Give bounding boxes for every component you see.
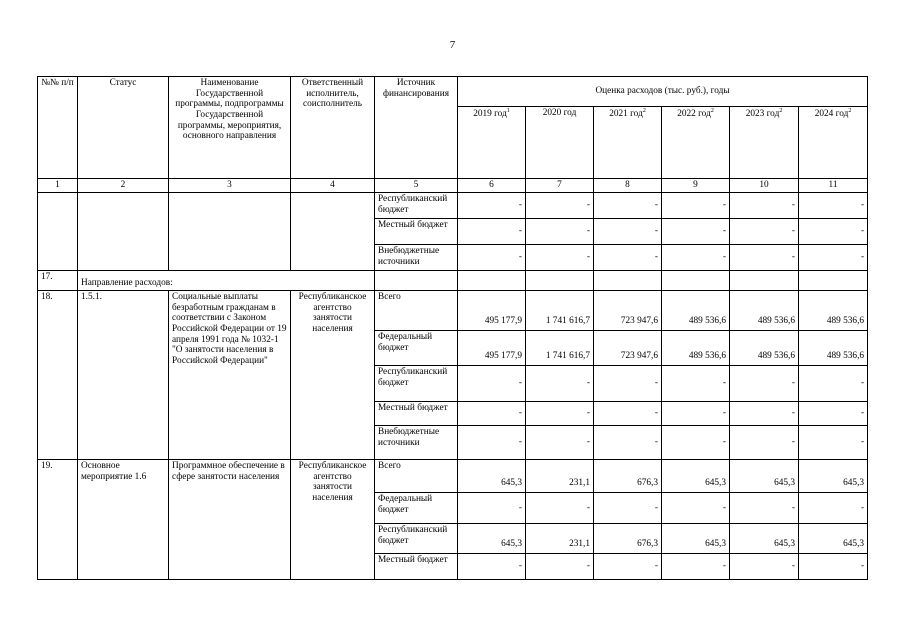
section-label: Направление расходов: bbox=[78, 271, 375, 291]
row-number: 18. bbox=[38, 291, 78, 460]
value-cell: - bbox=[458, 366, 526, 402]
value-cell: - bbox=[662, 366, 730, 402]
value-cell: - bbox=[730, 493, 799, 524]
value-cell: - bbox=[799, 366, 868, 402]
status-cell: 1.5.1. bbox=[78, 291, 169, 460]
empty-cell bbox=[662, 271, 730, 291]
source-cell: Федеральный бюджет bbox=[375, 493, 458, 524]
table-row bbox=[38, 291, 868, 331]
table-row bbox=[38, 460, 868, 493]
value-cell: 676,3 bbox=[594, 524, 662, 554]
value-cell: - bbox=[730, 426, 799, 460]
column-number: 8 bbox=[594, 179, 662, 193]
value-cell: 676,3 bbox=[594, 460, 662, 493]
status-cell: Основное мероприятие 1.6 bbox=[78, 460, 169, 580]
cont-name bbox=[169, 193, 291, 271]
value-cell: - bbox=[799, 402, 868, 426]
value-cell: - bbox=[526, 366, 594, 402]
source-cell: Республиканский бюджет bbox=[375, 524, 458, 554]
cont-resp bbox=[291, 193, 375, 271]
value-cell: 1 741 616,7 bbox=[526, 331, 594, 366]
value-cell: - bbox=[799, 245, 868, 271]
header-col-estimate: Оценка расходов (тыс. руб.), годы bbox=[458, 77, 868, 107]
value-cell: 645,3 bbox=[730, 460, 799, 493]
header-col-name: Наименование Государственной программы, подпрограммы Государственной программы, мероприятия, основного направления bbox=[169, 77, 291, 179]
value-cell: - bbox=[526, 554, 594, 580]
value-cell: - bbox=[594, 245, 662, 271]
column-number: 4 bbox=[291, 179, 375, 193]
empty-cell bbox=[526, 271, 594, 291]
source-cell: Всего bbox=[375, 291, 458, 331]
row-number: 19. bbox=[38, 460, 78, 580]
source-cell: Местный бюджет bbox=[375, 554, 458, 580]
value-cell: 645,3 bbox=[799, 460, 868, 493]
value-cell: - bbox=[799, 219, 868, 245]
value-cell: - bbox=[730, 193, 799, 219]
value-cell: 231,1 bbox=[526, 524, 594, 554]
header-year-2: 2020 год bbox=[526, 107, 594, 179]
empty-cell bbox=[375, 271, 458, 291]
value-cell: 489 536,6 bbox=[799, 291, 868, 331]
value-cell: 489 536,6 bbox=[730, 291, 799, 331]
table-row bbox=[38, 271, 868, 291]
value-cell: - bbox=[458, 402, 526, 426]
value-cell: - bbox=[662, 426, 730, 460]
value-cell: - bbox=[799, 193, 868, 219]
source-cell: Республиканский бюджет bbox=[375, 193, 458, 219]
value-cell: 489 536,6 bbox=[730, 331, 799, 366]
value-cell: 1 741 616,7 bbox=[526, 291, 594, 331]
value-cell: - bbox=[662, 245, 730, 271]
value-cell: - bbox=[730, 245, 799, 271]
empty-cell bbox=[730, 271, 799, 291]
value-cell: - bbox=[458, 554, 526, 580]
value-cell: - bbox=[662, 219, 730, 245]
empty-cell bbox=[799, 271, 868, 291]
value-cell: - bbox=[594, 193, 662, 219]
name-cell: Социальные выплаты безработным гражданам в соответствии с Законом Российской Федерации от 19 апреля 1991 года № 1032-1 "О занятости населения в Российской Федерации" bbox=[169, 291, 291, 460]
header-col-status: Статус bbox=[78, 77, 169, 179]
value-cell: 645,3 bbox=[730, 524, 799, 554]
value-cell: 489 536,6 bbox=[662, 331, 730, 366]
value-cell: - bbox=[594, 366, 662, 402]
value-cell: 645,3 bbox=[662, 524, 730, 554]
value-cell: - bbox=[458, 219, 526, 245]
header-year-3: 2021 год$^2$ bbox=[594, 107, 662, 179]
value-cell: 645,3 bbox=[458, 524, 526, 554]
year-footnote-mark: 2 bbox=[710, 108, 714, 114]
value-cell: - bbox=[594, 493, 662, 524]
name-cell: Программное обеспечение в сфере занятости населения bbox=[169, 460, 291, 580]
value-cell: - bbox=[730, 402, 799, 426]
column-number: 6 bbox=[458, 179, 526, 193]
column-number: 9 bbox=[662, 179, 730, 193]
source-cell: Федеральный бюджет bbox=[375, 331, 458, 366]
value-cell: - bbox=[458, 245, 526, 271]
year-footnote-mark: 1 bbox=[506, 108, 510, 114]
value-cell: - bbox=[594, 554, 662, 580]
source-cell: Местный бюджет bbox=[375, 219, 458, 245]
column-number: 2 bbox=[78, 179, 169, 193]
value-cell: - bbox=[594, 402, 662, 426]
source-cell: Всего bbox=[375, 460, 458, 493]
column-number: 11 bbox=[799, 179, 868, 193]
column-number: 5 bbox=[375, 179, 458, 193]
value-cell: - bbox=[799, 426, 868, 460]
year-footnote-mark: 2 bbox=[642, 108, 646, 114]
value-cell: - bbox=[458, 493, 526, 524]
value-cell: - bbox=[526, 426, 594, 460]
value-cell: - bbox=[458, 426, 526, 460]
year-footnote-mark: 2 bbox=[848, 108, 852, 114]
empty-cell bbox=[458, 271, 526, 291]
row-number: 17. bbox=[38, 271, 78, 291]
header-col-source: Источник финансирования bbox=[375, 77, 458, 179]
value-cell: - bbox=[594, 219, 662, 245]
value-cell: 645,3 bbox=[458, 460, 526, 493]
page-number: 7 bbox=[449, 39, 456, 51]
header-year-4: 2022 год$^2$ bbox=[662, 107, 730, 179]
value-cell: 645,3 bbox=[662, 460, 730, 493]
column-number: 7 bbox=[526, 179, 594, 193]
cont-status bbox=[78, 193, 169, 271]
value-cell: 645,3 bbox=[799, 524, 868, 554]
value-cell: 723 947,6 bbox=[594, 331, 662, 366]
header-col-num: №№ п/п bbox=[38, 77, 78, 179]
header-col-resp: Ответственный исполнитель, соисполнитель bbox=[291, 77, 375, 179]
value-cell: - bbox=[730, 554, 799, 580]
value-cell: - bbox=[730, 219, 799, 245]
source-cell: Внебюджетные источники bbox=[375, 245, 458, 271]
table-row bbox=[38, 193, 868, 219]
value-cell: 231,1 bbox=[526, 460, 594, 493]
value-cell: - bbox=[594, 426, 662, 460]
column-number: 1 bbox=[38, 179, 78, 193]
responsible-cell: Республиканское агентство занятости населения bbox=[291, 291, 375, 460]
source-cell: Местный бюджет bbox=[375, 402, 458, 426]
value-cell: - bbox=[662, 402, 730, 426]
cont-num bbox=[38, 193, 78, 271]
column-number: 10 bbox=[730, 179, 799, 193]
value-cell: - bbox=[662, 493, 730, 524]
value-cell: - bbox=[662, 193, 730, 219]
value-cell: 495 177,9 bbox=[458, 331, 526, 366]
value-cell: - bbox=[662, 554, 730, 580]
header-year-1: 2019 год$^1$ bbox=[458, 107, 526, 179]
header-row bbox=[38, 77, 868, 107]
value-cell: - bbox=[799, 493, 868, 524]
value-cell: - bbox=[730, 366, 799, 402]
value-cell: - bbox=[526, 493, 594, 524]
value-cell: - bbox=[526, 219, 594, 245]
value-cell: - bbox=[526, 402, 594, 426]
year-footnote-mark: 2 bbox=[779, 108, 783, 114]
value-cell: 489 536,6 bbox=[662, 291, 730, 331]
value-cell: - bbox=[458, 193, 526, 219]
value-cell: 723 947,6 bbox=[594, 291, 662, 331]
value-cell: - bbox=[526, 245, 594, 271]
responsible-cell: Республиканское агентство занятости населения bbox=[291, 460, 375, 580]
value-cell: 489 536,6 bbox=[799, 331, 868, 366]
column-number: 3 bbox=[169, 179, 291, 193]
expenditure-table bbox=[37, 76, 868, 580]
source-cell: Республиканский бюджет bbox=[375, 366, 458, 402]
value-cell: 495 177,9 bbox=[458, 291, 526, 331]
header-year-6: 2024 год$^2$ bbox=[799, 107, 868, 179]
value-cell: - bbox=[526, 193, 594, 219]
header-year-5: 2023 год$^2$ bbox=[730, 107, 799, 179]
value-cell: - bbox=[799, 554, 868, 580]
source-cell: Внебюджетные источники bbox=[375, 426, 458, 460]
column-numbers-row bbox=[38, 179, 868, 193]
empty-cell bbox=[594, 271, 662, 291]
